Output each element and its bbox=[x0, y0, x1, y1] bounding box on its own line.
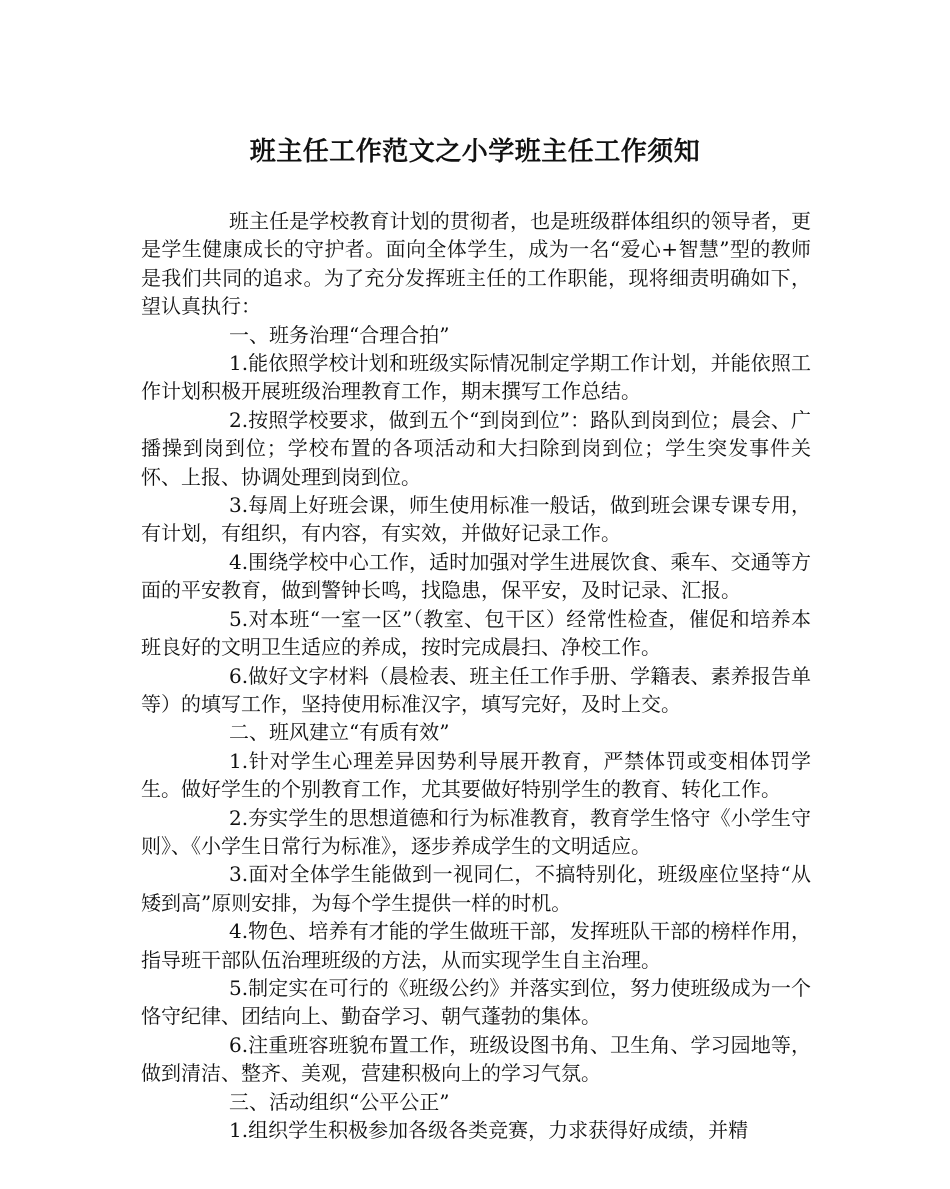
list-item: 2.夯实学生的思想道德和行为标准教育，教育学生恪守《小学生守则》、《小学生日常行为标准》，逐步养成学生的文明适应。 bbox=[141, 805, 811, 858]
list-item: 1.能依照学校计划和班级实际情况制定学期工作计划，并能依照工作计划积极开展班级治理教育工作，期末撰写工作总结。 bbox=[141, 351, 811, 404]
list-item: 3.每周上好班会课，师生使用标准一般话，做到班会课专课专用，有计划，有组织，有内容，有实效，并做好记录工作。 bbox=[141, 493, 811, 546]
list-item: 2.按照学校要求，做到五个“到岗到位”：路队到岗到位；晨会、广播操到岗到位；学校布置的各项活动和大扫除到岗到位；学生突发事件关怀、上报、协调处理到岗到位。 bbox=[141, 407, 811, 489]
list-item: 1.组织学生积极参加各级各类竞赛，力求获得好成绩，并精 bbox=[229, 1118, 749, 1142]
list-item: 1.针对学生心理差异因势利导展开教育，严禁体罚或变相体罚学生。做好学生的个别教育工作，尤其要做好特别学生的教育、转化工作。 bbox=[141, 748, 811, 802]
list-item: 5.制定实在可行的《班级公约》并落实到位，努力使班级成为一个恪守纪律、团结向上、勤奋学习、朝气蓬勃的集体。 bbox=[141, 975, 811, 1029]
section-heading-1: 一、班务治理“合理合拍” bbox=[229, 322, 450, 347]
section-heading-3: 三、活动组织“公平公正” bbox=[229, 1089, 450, 1114]
document-body bbox=[141, 207, 811, 1144]
list-item: 3.面对全体学生能做到一视同仁，不搞特别化，班级座位坚持“从矮到高”原则安排，为每个学生提供一样的时机。 bbox=[141, 862, 811, 915]
list-item: 6.做好文字材料（晨检表、班主任工作手册、学籍表、素养报告单等）的填写工作，坚持使用标准汉字，填写完好，及时上交。 bbox=[141, 663, 811, 716]
section-heading-2: 二、班风建立“有质有效” bbox=[229, 720, 450, 745]
list-item: 5.对本班“一室一区”（教室、包干区）经常性检查，催促和培养本班良好的文明卫生适应的养成，按时完成晨扫、净校工作。 bbox=[141, 606, 811, 660]
list-item: 4.围绕学校中心工作，适时加强对学生进展饮食、乘车、交通等方面的平安教育，做到警钟长鸣，找隐患，保平安，及时记录、汇报。 bbox=[141, 549, 811, 603]
list-item: 4.物色、培养有才能的学生做班干部，发挥班队干部的榜样作用，指导班干部队伍治理班级的方法，从而实现学生自主治理。 bbox=[141, 919, 811, 972]
list-item: 6.注重班容班貌布置工作，班级设图书角、卫生角、学习园地等，做到清洁、整齐、美观，营建积极向上的学习气氛。 bbox=[141, 1032, 811, 1086]
intro-paragraph: 班主任是学校教育计划的贯彻者，也是班级群体组织的领导者，更是学生健康成长的守护者。面向全体学生，成为一名“爱心+智慧”型的教师是我们共同的追求。为了充分发挥班主任的工作职能，现将细责明确如下，望认真执行： bbox=[141, 209, 811, 319]
document-title: 班主任工作范文之小学班主任工作须知 bbox=[249, 137, 701, 167]
